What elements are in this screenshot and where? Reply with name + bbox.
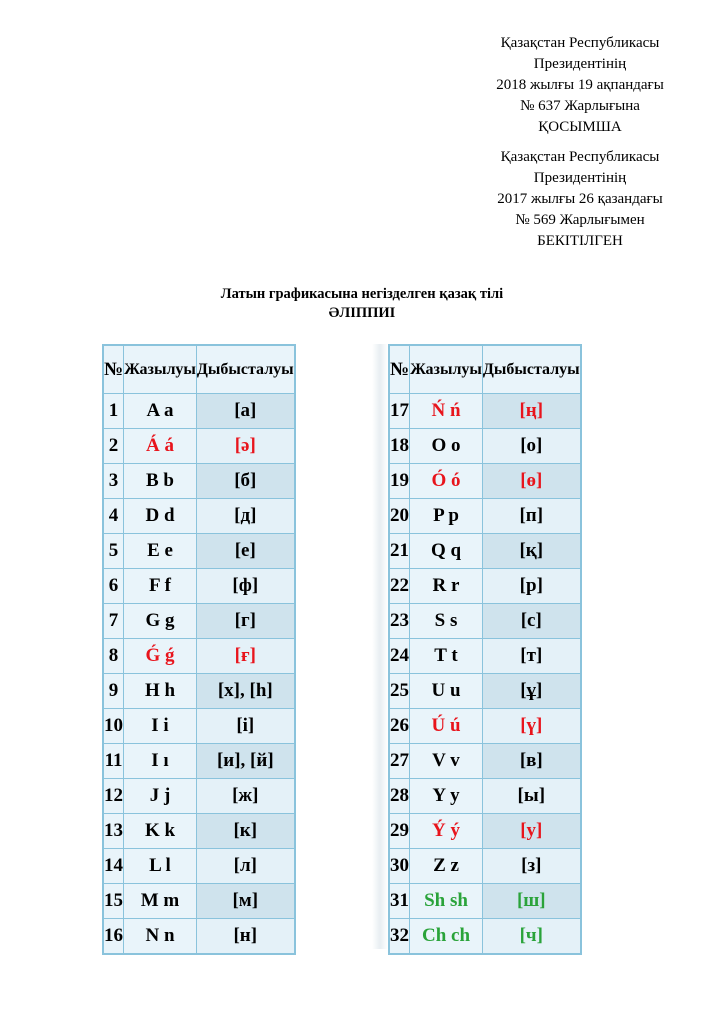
- table-row: [103, 639, 295, 674]
- table-row: [103, 919, 295, 955]
- header-writing: Жазылуы: [124, 345, 197, 394]
- letter-writing: I i: [124, 709, 197, 744]
- letter-pronunciation: [м]: [196, 884, 294, 919]
- table-row: [389, 919, 581, 955]
- table-row: [389, 779, 581, 814]
- table-row: [103, 499, 295, 534]
- letter-number: 15: [103, 884, 124, 919]
- table-row: [103, 569, 295, 604]
- letter-pronunciation: [л]: [196, 849, 294, 884]
- letter-writing: R r: [410, 569, 483, 604]
- table-row: [389, 744, 581, 779]
- letter-number: 7: [103, 604, 124, 639]
- decree-line: Қазақстан Республикасы: [500, 149, 660, 165]
- letter-number: 22: [389, 569, 410, 604]
- table-row: [103, 394, 295, 429]
- letter-pronunciation: [қ]: [482, 534, 580, 569]
- letter-number: 32: [389, 919, 410, 955]
- letter-pronunciation: [д]: [196, 499, 294, 534]
- letter-pronunciation: [б]: [196, 464, 294, 499]
- page-title: [0, 285, 724, 323]
- letter-number: 28: [389, 779, 410, 814]
- letter-number: 24: [389, 639, 410, 674]
- letter-pronunciation: [ұ]: [482, 674, 580, 709]
- letter-pronunciation: [х], [һ]: [196, 674, 294, 709]
- letter-number: 21: [389, 534, 410, 569]
- letter-number: 19: [389, 464, 410, 499]
- letter-pronunciation: [ч]: [482, 919, 580, 955]
- letter-pronunciation: [ң]: [482, 394, 580, 429]
- header-number: №: [389, 345, 410, 394]
- table-row: [103, 779, 295, 814]
- letter-pronunciation: [і]: [196, 709, 294, 744]
- letter-number: 8: [103, 639, 124, 674]
- letter-number: 6: [103, 569, 124, 604]
- letter-writing: E e: [124, 534, 197, 569]
- header-pronunciation: Дыбысталуы: [482, 345, 580, 394]
- decree-line: 2017 жылғы 26 қазандағы: [497, 191, 663, 207]
- letter-writing: J j: [124, 779, 197, 814]
- letter-number: 14: [103, 849, 124, 884]
- table-separator: [372, 344, 388, 949]
- decree-line: Қазақстан Республикасы: [500, 35, 660, 51]
- letter-number: 23: [389, 604, 410, 639]
- letter-number: 13: [103, 814, 124, 849]
- letter-writing: Z z: [410, 849, 483, 884]
- letter-pronunciation: [з]: [482, 849, 580, 884]
- letter-pronunciation: [к]: [196, 814, 294, 849]
- letter-number: 12: [103, 779, 124, 814]
- letter-number: 26: [389, 709, 410, 744]
- table-row: [389, 849, 581, 884]
- decree-line: Президентінің: [533, 170, 627, 186]
- alphabet-table-right: [388, 344, 582, 955]
- letter-pronunciation: [п]: [482, 499, 580, 534]
- letter-number: 10: [103, 709, 124, 744]
- letter-pronunciation: [а]: [196, 394, 294, 429]
- letter-writing: D d: [124, 499, 197, 534]
- letter-writing: Ń ń: [410, 394, 483, 429]
- letter-number: 18: [389, 429, 410, 464]
- letter-pronunciation: [ш]: [482, 884, 580, 919]
- table-row: [389, 534, 581, 569]
- header-writing: Жазылуы: [410, 345, 483, 394]
- table-row: [389, 569, 581, 604]
- letter-pronunciation: [в]: [482, 744, 580, 779]
- table-row: [103, 674, 295, 709]
- letter-number: 5: [103, 534, 124, 569]
- table-row: [389, 464, 581, 499]
- letter-number: 17: [389, 394, 410, 429]
- letter-writing: Ó ó: [410, 464, 483, 499]
- letter-writing: S s: [410, 604, 483, 639]
- letter-writing: Ú ú: [410, 709, 483, 744]
- table-row: [103, 884, 295, 919]
- letter-writing: F f: [124, 569, 197, 604]
- table-row: [389, 499, 581, 534]
- letter-pronunciation: [ө]: [482, 464, 580, 499]
- table-row: [103, 744, 295, 779]
- letter-pronunciation: [ә]: [196, 429, 294, 464]
- letter-writing: A a: [124, 394, 197, 429]
- decree-line: ҚОСЫМША: [538, 119, 622, 135]
- letter-pronunciation: [г]: [196, 604, 294, 639]
- table-row: [389, 394, 581, 429]
- letter-number: 29: [389, 814, 410, 849]
- table-row: [103, 464, 295, 499]
- letter-number: 4: [103, 499, 124, 534]
- letter-number: 9: [103, 674, 124, 709]
- letter-writing: Y y: [410, 779, 483, 814]
- table-row: [389, 674, 581, 709]
- letter-writing: K k: [124, 814, 197, 849]
- table-row: [389, 429, 581, 464]
- decree-line: Президентінің: [533, 56, 627, 72]
- letter-writing: B b: [124, 464, 197, 499]
- letter-number: 2: [103, 429, 124, 464]
- letter-number: 3: [103, 464, 124, 499]
- table-row: [389, 884, 581, 919]
- letter-writing: L l: [124, 849, 197, 884]
- letter-writing: G g: [124, 604, 197, 639]
- letter-number: 1: [103, 394, 124, 429]
- table-row: [389, 814, 581, 849]
- table-row: [103, 604, 295, 639]
- letter-number: 11: [103, 744, 124, 779]
- letter-number: 16: [103, 919, 124, 955]
- letter-pronunciation: [с]: [482, 604, 580, 639]
- letter-number: 20: [389, 499, 410, 534]
- letter-writing: O o: [410, 429, 483, 464]
- letter-pronunciation: [и], [й]: [196, 744, 294, 779]
- decree-line: 2018 жылғы 19 ақпандағы: [496, 77, 664, 93]
- alphabet-table-left: [102, 344, 296, 955]
- table-row: [389, 639, 581, 674]
- letter-pronunciation: [е]: [196, 534, 294, 569]
- decree-line: БЕКІТІЛГЕН: [537, 233, 623, 249]
- letter-pronunciation: [т]: [482, 639, 580, 674]
- header-number: №: [103, 345, 124, 394]
- table-row: [389, 709, 581, 744]
- table-row: [103, 849, 295, 884]
- letter-writing: V v: [410, 744, 483, 779]
- letter-writing: I ı: [124, 744, 197, 779]
- title-line-1: Латын графикасына негізделген қазақ тілі: [220, 286, 504, 302]
- letter-writing: P p: [410, 499, 483, 534]
- letter-pronunciation: [ж]: [196, 779, 294, 814]
- letter-writing: Ý ý: [410, 814, 483, 849]
- letter-pronunciation: [ү]: [482, 709, 580, 744]
- letter-writing: M m: [124, 884, 197, 919]
- letter-number: 30: [389, 849, 410, 884]
- letter-number: 25: [389, 674, 410, 709]
- letter-number: 31: [389, 884, 410, 919]
- title-line-2: ӘЛІППИІ: [328, 305, 396, 321]
- table-header-row: [103, 345, 295, 394]
- letter-number: 27: [389, 744, 410, 779]
- letter-pronunciation: [р]: [482, 569, 580, 604]
- letter-writing: Á á: [124, 429, 197, 464]
- table-row: [103, 814, 295, 849]
- letter-pronunciation: [ф]: [196, 569, 294, 604]
- letter-pronunciation: [у]: [482, 814, 580, 849]
- letter-writing: Ǵ ǵ: [124, 639, 197, 674]
- decree-line: № 569 Жарлығымен: [515, 212, 645, 228]
- decree-supplement-block: [430, 33, 724, 138]
- letter-writing: U u: [410, 674, 483, 709]
- letter-writing: T t: [410, 639, 483, 674]
- letter-pronunciation: [ы]: [482, 779, 580, 814]
- table-row: [103, 709, 295, 744]
- header-pronunciation: Дыбысталуы: [196, 345, 294, 394]
- letter-pronunciation: [ғ]: [196, 639, 294, 674]
- letter-pronunciation: [о]: [482, 429, 580, 464]
- letter-pronunciation: [н]: [196, 919, 294, 955]
- letter-writing: Ch ch: [410, 919, 483, 955]
- decree-approved-block: [430, 147, 724, 252]
- table-row: [389, 604, 581, 639]
- decree-line: № 637 Жарлығына: [520, 98, 640, 114]
- letter-writing: Sh sh: [410, 884, 483, 919]
- table-row: [103, 534, 295, 569]
- table-header-row: [389, 345, 581, 394]
- letter-writing: N n: [124, 919, 197, 955]
- letter-writing: Q q: [410, 534, 483, 569]
- letter-writing: H h: [124, 674, 197, 709]
- table-row: [103, 429, 295, 464]
